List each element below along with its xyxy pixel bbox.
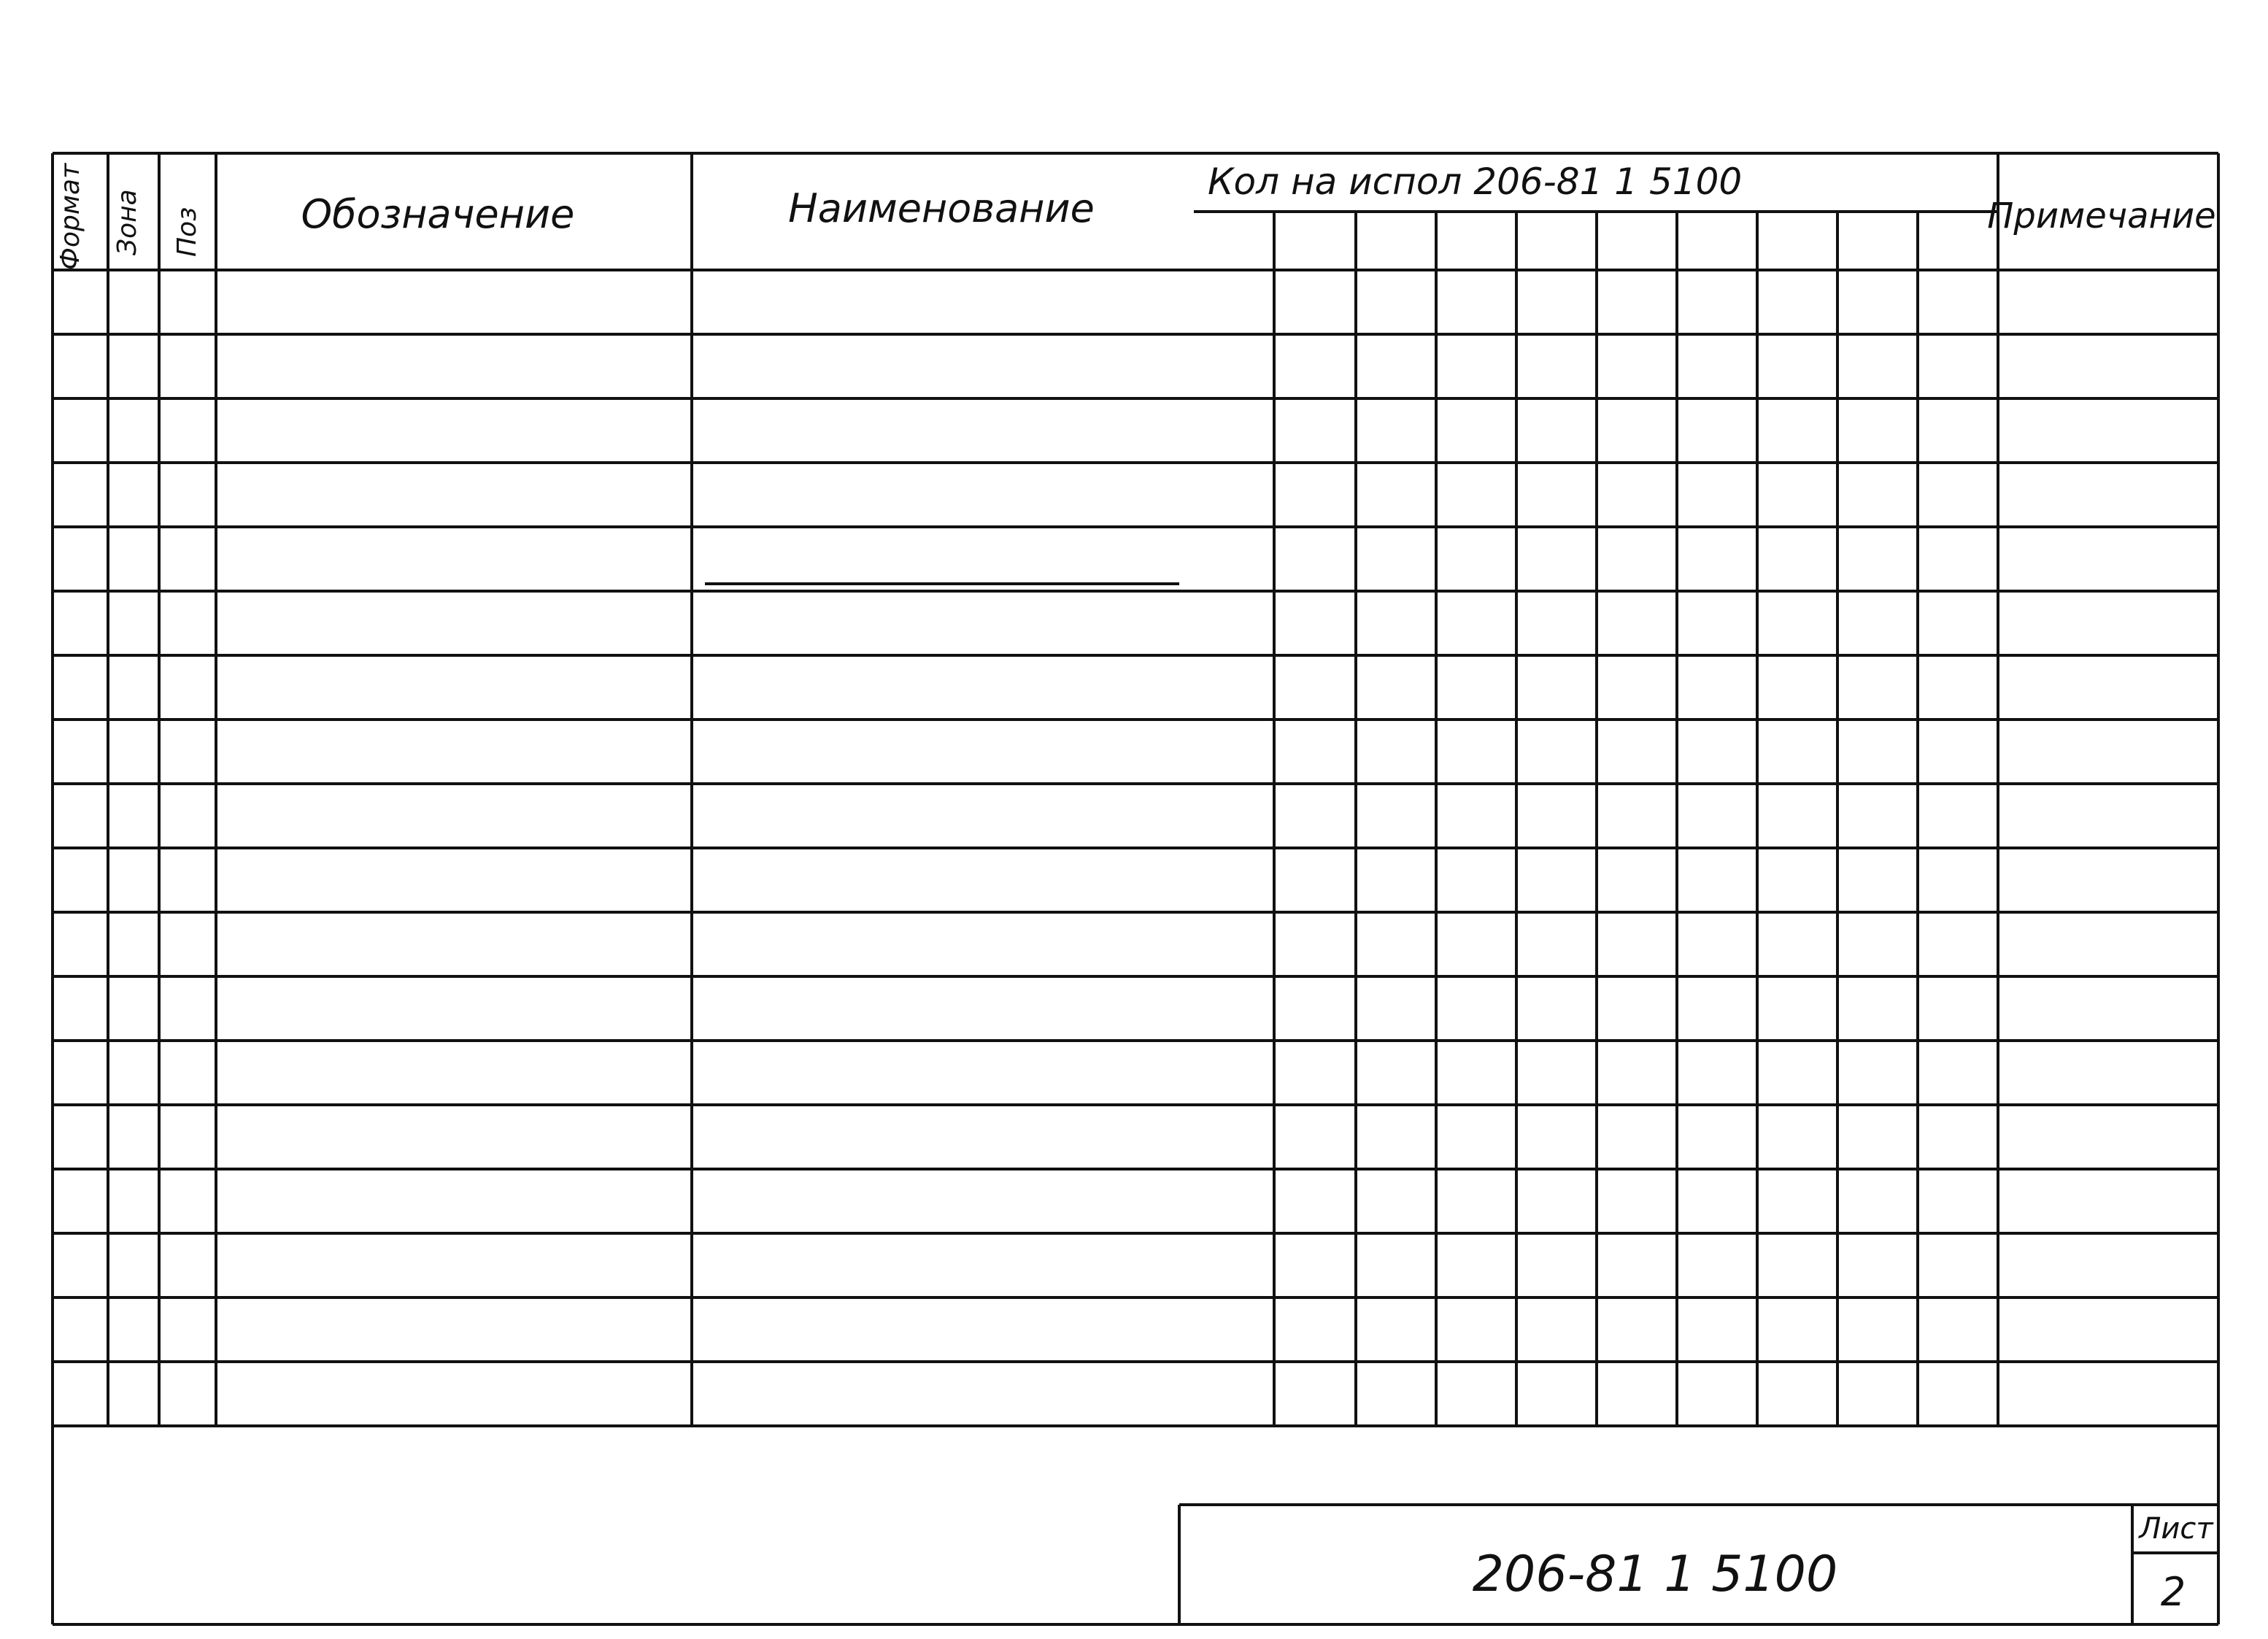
header-pos: Поз — [172, 207, 202, 257]
header-format: Формат — [55, 163, 85, 270]
header-zone: Зона — [112, 189, 142, 255]
title-block — [1473, 1512, 2215, 1615]
header-qty-title: Кол на испол 206-81 1 5100 — [1208, 161, 1743, 203]
document-code: 206-81 1 5100 — [1472, 1546, 1838, 1603]
table-grid — [53, 153, 2218, 1624]
header-designation: Обозначение — [301, 191, 575, 237]
table-header — [55, 161, 2216, 270]
sheet-number: 2 — [2160, 1569, 2186, 1615]
sheet-label: Лист — [2139, 1512, 2213, 1546]
header-note: Примечание — [1987, 196, 2216, 236]
header-name: Наименование — [788, 185, 1095, 231]
